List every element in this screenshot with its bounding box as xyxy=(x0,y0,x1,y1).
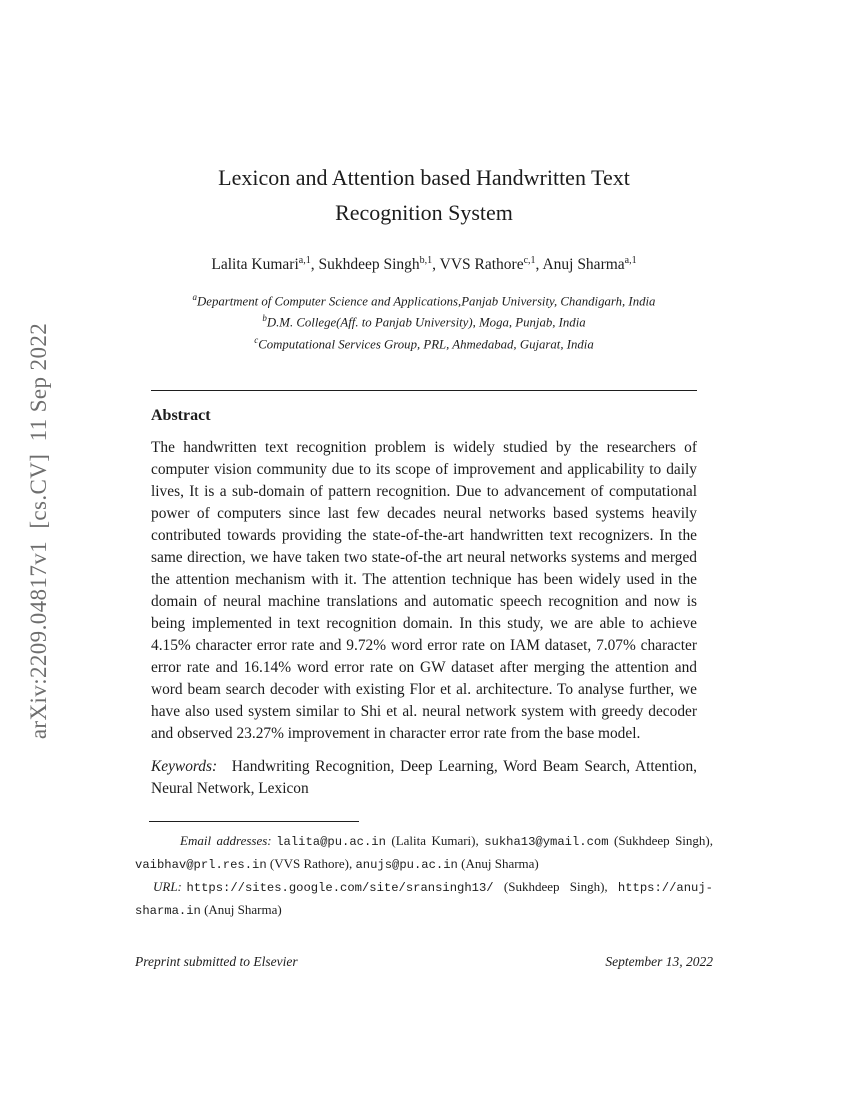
email-owner: (Lalita Kumari), xyxy=(385,833,485,848)
keywords-line xyxy=(151,756,697,800)
preprint-note: Preprint submitted to Elsevier xyxy=(135,954,298,969)
affiliation-line xyxy=(135,332,713,353)
affiliation-list xyxy=(135,289,713,353)
email-link[interactable]: sukha13@ymail.com xyxy=(484,835,609,849)
affiliation-text: Department of Computer Science and Applications,Panjab University, Chandigarh, India xyxy=(197,294,656,309)
author-affiliation-marker: a,1 xyxy=(298,255,311,266)
keywords-label: Keywords: xyxy=(151,758,218,775)
affiliation-marker: c xyxy=(254,334,259,345)
email-owner: (Anuj Sharma) xyxy=(457,856,539,871)
url-label: URL: xyxy=(153,879,182,894)
author-name-text: VVS Rathore xyxy=(439,256,524,274)
abstract-section xyxy=(135,390,713,800)
email-addresses-label: Email addresses: xyxy=(180,833,272,848)
author-name-text: Sukhdeep Singh xyxy=(318,256,420,274)
author-name-text: Anuj Sharma xyxy=(542,256,625,274)
footnote-urls xyxy=(135,876,713,922)
email-link[interactable]: anujs@pu.ac.in xyxy=(355,858,458,872)
author-separator: , xyxy=(535,256,543,274)
front-matter xyxy=(135,160,713,353)
footnote-section xyxy=(135,821,713,922)
author-affiliation-marker: b,1 xyxy=(419,255,433,266)
abstract-text: The handwritten text recognition problem is widely studied by the researchers of computer vision community due to its scope of improvement and applicability to daily lives, It is a sub-domain of pattern recognition. Due to advancement of computational power of computers since last few decades neural networks based systems heavily contributed towards providing the state-of-the-art handwritten text recognizers. In the same direction, we have taken two state-of-the art neural networks systems and merged the attention mechanism with it. The attention technique has been widely used in the domain of neural machine translations and automatic speech recognition and now is being implemented in text recognition domain. In this study, we are able to achieve 4.15% character error rate and 9.72% word error rate on IAM dataset, 7.07% character error rate and 16.14% word error rate on GW dataset after merging the attention and word beam search decoder with existing Flor et al. architecture. To analyse further, we have also used system similar to Shi et al. neural network system with greedy decoder and observed 23.27% improvement in character error rate from the base model. xyxy=(151,439,697,742)
author-name xyxy=(440,256,543,273)
affiliation-line xyxy=(135,289,713,310)
author-line xyxy=(135,255,713,274)
author-name xyxy=(542,256,636,273)
footnote-divider xyxy=(149,821,359,822)
paper-title: Lexicon and Attention based Handwritten Text Recognition System xyxy=(218,165,630,225)
author-affiliation-marker: a,1 xyxy=(624,255,637,266)
author-name xyxy=(318,256,439,273)
arxiv-watermark-text: arXiv:2209.04817v1 [cs.CV] 11 Sep 2022 xyxy=(26,322,51,740)
email-owner: (VVS Rathore), xyxy=(266,856,356,871)
affiliation-text: D.M. College(Aff. to Panjab University), Moga, Punjab, India xyxy=(266,315,586,330)
footnote-emails xyxy=(135,830,713,876)
arxiv-watermark xyxy=(26,323,52,739)
affiliation-text: Computational Services Group, PRL, Ahmedabad, Gujarat, India xyxy=(258,336,594,351)
abstract-heading: Abstract xyxy=(151,407,211,424)
author-name-text: Lalita Kumari xyxy=(211,256,299,274)
author-name xyxy=(211,256,318,273)
email-link[interactable]: vaibhav@prl.res.in xyxy=(135,858,267,872)
email-owner: (Sukhdeep Singh), xyxy=(608,833,713,848)
footer-date: September 13, 2022 xyxy=(605,954,713,969)
affiliation-line xyxy=(135,310,713,331)
author-affiliation-marker: c,1 xyxy=(523,255,536,266)
author-separator: , xyxy=(432,256,440,274)
affiliation-marker: a xyxy=(192,292,198,303)
url-link[interactable]: https://sites.google.com/site/sransingh13/ xyxy=(186,881,494,895)
abstract-divider xyxy=(151,390,697,391)
affiliation-marker: b xyxy=(262,313,267,324)
url-owner: (Anuj Sharma) xyxy=(200,902,282,917)
author-separator: , xyxy=(310,256,319,274)
body-column xyxy=(135,390,713,922)
email-link[interactable]: lalita@pu.ac.in xyxy=(276,835,386,849)
keywords-text: Handwriting Recognition, Deep Learning, Word Beam Search, Attention, Neural Network, Lexicon xyxy=(151,758,697,797)
url-owner: (Sukhdeep Singh), xyxy=(493,879,618,894)
page-footer xyxy=(135,954,713,970)
url-link[interactable]: https://anuj-sharma.in xyxy=(135,881,713,918)
